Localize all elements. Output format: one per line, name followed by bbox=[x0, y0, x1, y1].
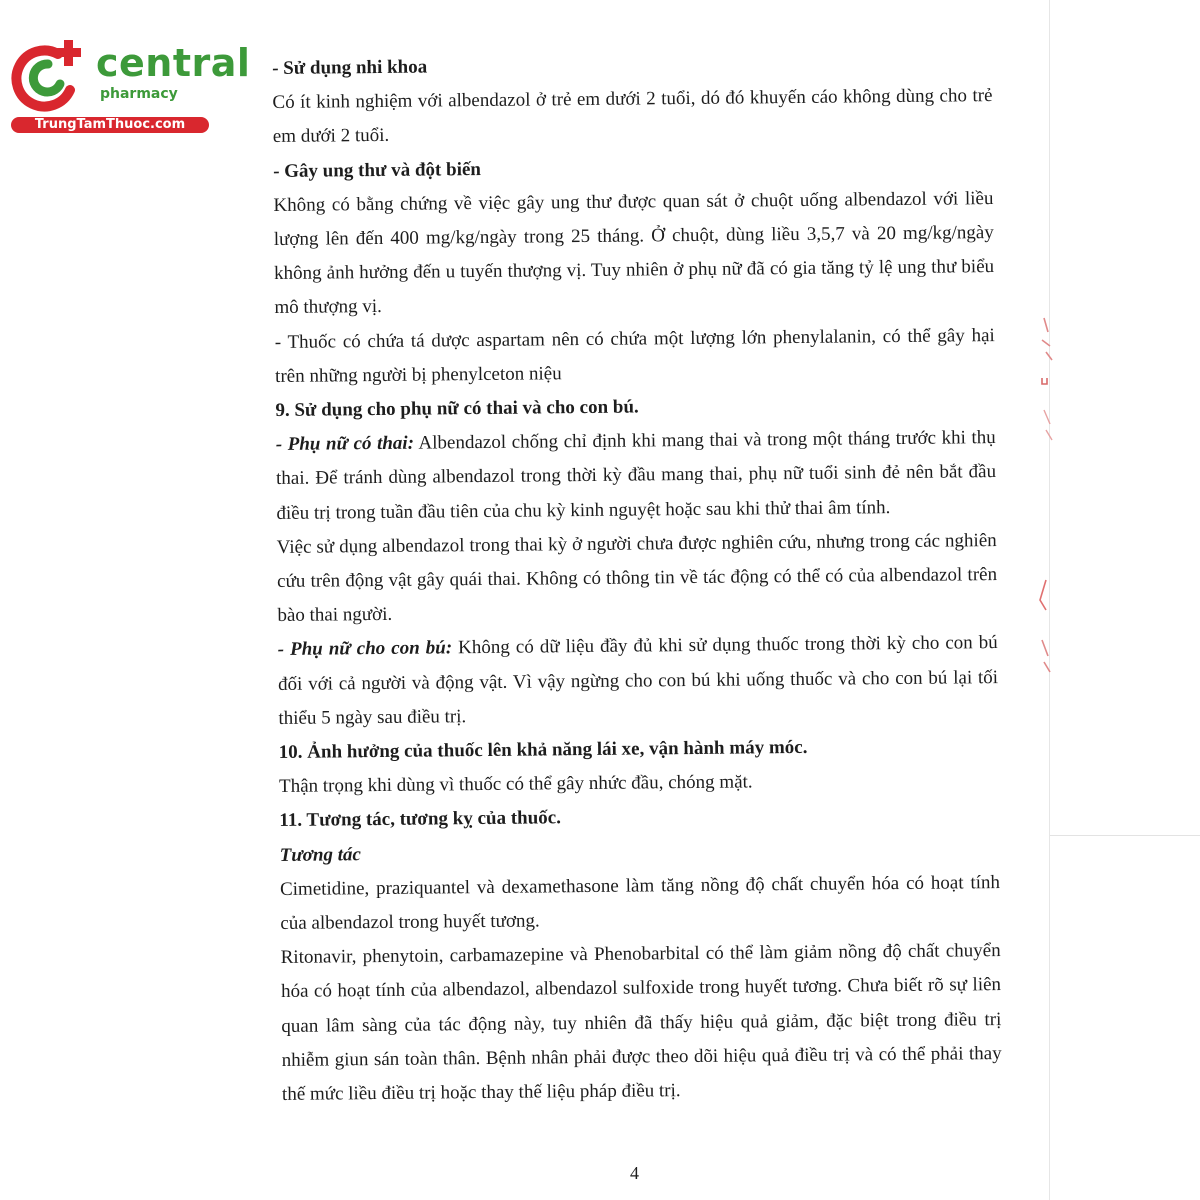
paragraph-interactions-increase: Cimetidine, praziquantel và dexamethasone làm tăng nồng độ chất chuyển hóa có hoạt tính của albendazol trong huyết tương. bbox=[279, 871, 1001, 935]
section-heading-interactions: 11. Tương tác, tương kỵ của thuốc. bbox=[279, 807, 562, 832]
section-heading-pediatric: - Sử dụng nhi khoa bbox=[272, 56, 428, 79]
logo-website: TrungTamThuoc.com bbox=[11, 117, 209, 133]
paragraph-lactation bbox=[278, 627, 999, 737]
central-pharmacy-logo[interactable] bbox=[10, 38, 251, 138]
red-stamp-marks bbox=[1032, 300, 1062, 680]
paragraph-pediatric: Có ít kinh nghiệm với albendazol ở trẻ em dưới 2 tuổi, dó đó khuyến cáo không dùng cho trẻ em dưới 2 tuổi. bbox=[272, 85, 993, 148]
section-heading-carcinogenic: - Gây ung thư và đột biến bbox=[273, 158, 482, 182]
paragraph-aspartame: - Thuốc có chứa tá dược aspartam nên có chứa một lượng lớn phenylalanin, có thể gây hại trên những người bị phenylceton niệu bbox=[274, 324, 995, 387]
pharmacy-cross-icon bbox=[10, 38, 90, 112]
paragraph-interactions-decrease: Ritonavir, phenytoin, carbamazepine và Phenobarbital có thể làm giảm nồng độ chất chuyển hóa có hoạt tính của albendazol, albendazol sulfoxide trong huyết tương. Chưa biết rõ sự liên quan lâm sàng của tác động này, tuy nhiên đã thấy hiệu quả giảm, đặc biệt trong điều trị nhiễm giun sán toàn thân. Bệnh nhân phải được theo dõi hiệu quả điều trị và có thể phải thay thế mức liều điều trị hoặc thay thế liệu pháp điều trị. bbox=[280, 940, 1002, 1106]
paragraph-carcinogenic: Không có bằng chứng về việc gây ung thư được quan sát ở chuột uống albendazol với liều lượng lên đến 400 mg/kg/ngày trong 25 tháng. Ở chuột, dùng liều 3,5,7 và 20 mg/kg/ngày không ảnh hưởng đến u tuyến thượng vị. Tuy nhiên ở phụ nữ đã có gia tăng tỷ lệ ung thư biểu mô thượng vị. bbox=[273, 187, 995, 319]
section-heading-pregnancy: 9. Sử dụng cho phụ nữ có thai và cho con bú. bbox=[275, 396, 639, 422]
lactation-text: Không có dữ liệu đầy đủ khi sử dụng thuốc trong thời kỳ cho con bú đối với cả người và động vật. Vì vậy ngừng cho con bú khi uống thuốc và cho con bú lại tối thiểu 5 ngày sau điều trị. bbox=[277, 632, 999, 729]
scan-fold-line bbox=[1050, 835, 1200, 836]
subheading-interactions: Tương tác bbox=[279, 843, 362, 866]
pregnancy-text: Albendazol chống chỉ định khi mang thai và trong một tháng trước khi thụ thai. Để tránh dùng albendazol trong thời kỳ đầu mang thai, phụ nữ tuổi sinh đẻ nên bắt đầu điều trị trong tuần đầu tiên của chu kỳ kinh nguyệt hoặc sau khi thử thai âm tính. bbox=[275, 427, 997, 524]
paragraph-pregnancy-research: Việc sử dụng albendazol trong thai kỳ ở người chưa được nghiên cứu, nhưng trong các nghiên cứu trên động vật gây quái thai. Không có thông tin về tác động có thể có của albendazol trên bào thai người. bbox=[276, 529, 998, 627]
document-body bbox=[272, 45, 1002, 1112]
paragraph-pregnancy bbox=[276, 421, 997, 531]
pregnancy-label: - Phụ nữ có thai: bbox=[275, 432, 415, 456]
section-heading-driving: 10. Ảnh hưởng của thuốc lên khả năng lái xe, vận hành máy móc. bbox=[278, 736, 808, 764]
logo-name: central bbox=[96, 41, 251, 85]
logo-subtitle: pharmacy bbox=[100, 86, 178, 102]
lactation-label: - Phụ nữ cho con bú: bbox=[277, 637, 453, 661]
page-number: 4 bbox=[630, 1163, 639, 1183]
paragraph-driving: Thận trọng khi dùng vì thuốc có thể gây nhức đầu, chóng mặt. bbox=[278, 771, 753, 798]
